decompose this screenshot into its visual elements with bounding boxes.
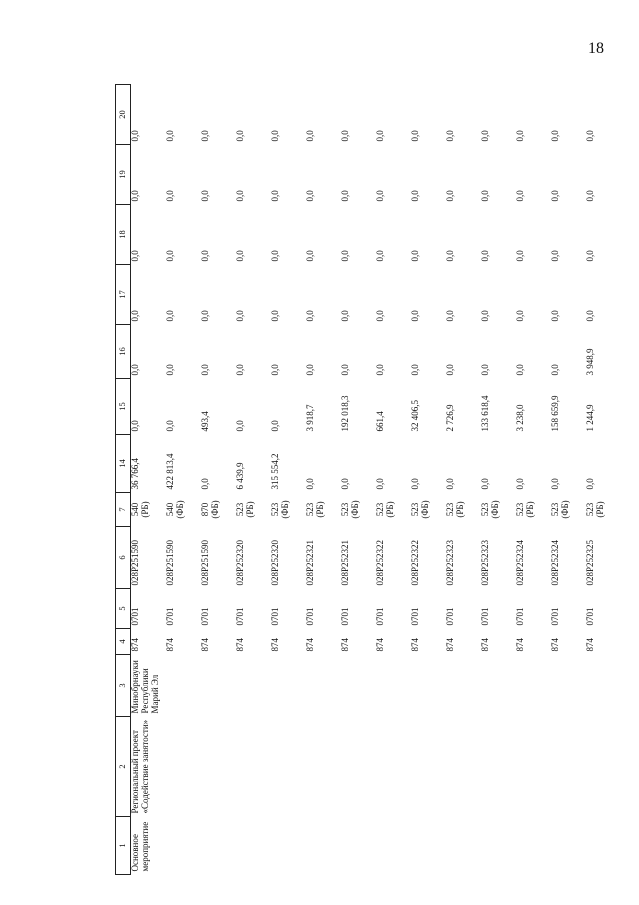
cell-col-6: 028P252325	[585, 539, 595, 586]
cell-col-18: 0,0	[585, 250, 595, 262]
cell-col-18: 0,0	[130, 250, 140, 262]
cell-col-4: 874	[445, 638, 455, 652]
cell-col-19: 0,0	[445, 190, 455, 202]
column-header-6: 6	[116, 527, 131, 589]
cell-col-17: 0,0	[165, 310, 175, 322]
cell-col-19: 0,0	[550, 190, 560, 202]
cell-col-16: 0,0	[445, 364, 455, 376]
cell-col-19: 0,0	[585, 190, 595, 202]
cell-col-1	[341, 817, 376, 875]
cell-col-18: 0,0	[270, 250, 280, 262]
cell-col-19: 0,0	[200, 190, 210, 202]
cell-col-17: 0,0	[585, 310, 595, 322]
cell-col-17: 0,0	[550, 310, 560, 322]
cell-col-5: 0701	[375, 607, 385, 626]
cell-col-4: 874	[375, 638, 385, 652]
cell-col-3: Минобрнауки Республики Марий Эл	[130, 660, 160, 714]
cell-col-15: 192 018,3	[340, 395, 350, 432]
cell-col-7: 540 (ФБ)	[165, 500, 185, 519]
cell-col-4: 874	[305, 638, 315, 652]
cell-col-16: 0,0	[200, 364, 210, 376]
cell-col-7: 523 (ФБ)	[480, 500, 500, 519]
cell-col-15: 0,0	[270, 420, 280, 432]
table-row	[166, 85, 201, 875]
cell-col-3	[236, 655, 271, 717]
cell-col-19: 0,0	[340, 190, 350, 202]
column-header-14: 14	[116, 435, 131, 493]
cell-col-14: 6 439,9	[235, 462, 245, 490]
cell-col-1	[271, 817, 306, 875]
cell-col-2	[201, 717, 236, 817]
cell-col-5: 0701	[130, 607, 140, 626]
cell-col-5: 0701	[270, 607, 280, 626]
table-row	[411, 85, 446, 875]
cell-col-6: 028P252320	[270, 539, 280, 586]
cell-col-15: 661,4	[375, 411, 385, 432]
table-row	[551, 85, 586, 875]
cell-col-18: 0,0	[550, 250, 560, 262]
table-row	[236, 85, 271, 875]
cell-col-6: 028P252323	[445, 539, 455, 586]
cell-col-2	[411, 717, 446, 817]
cell-col-7: 523 (РБ)	[515, 501, 535, 518]
cell-col-2	[551, 717, 586, 817]
cell-col-6: 028P252323	[480, 539, 490, 586]
cell-col-7: 540 (РБ)	[130, 501, 150, 518]
cell-col-20: 0,0	[480, 130, 490, 142]
cell-col-14: 0,0	[480, 478, 490, 490]
cell-col-3	[411, 655, 446, 717]
cell-col-2	[446, 717, 481, 817]
cell-col-4: 874	[480, 638, 490, 652]
cell-col-2	[306, 717, 341, 817]
cell-col-2	[516, 717, 551, 817]
table-row	[446, 85, 481, 875]
cell-col-3	[376, 655, 411, 717]
cell-col-20: 0,0	[410, 130, 420, 142]
cell-col-5: 0701	[200, 607, 210, 626]
cell-col-3	[201, 655, 236, 717]
cell-col-16: 0,0	[515, 364, 525, 376]
cell-col-20: 0,0	[340, 130, 350, 142]
cell-col-20: 0,0	[165, 130, 175, 142]
column-header-2: 2	[116, 717, 131, 817]
cell-col-2	[236, 717, 271, 817]
cell-col-4: 874	[515, 638, 525, 652]
column-header-17: 17	[116, 265, 131, 325]
cell-col-15: 0,0	[130, 420, 140, 432]
cell-col-5: 0701	[305, 607, 315, 626]
cell-col-1	[516, 817, 551, 875]
cell-col-3	[551, 655, 586, 717]
cell-col-7: 523 (ФБ)	[340, 500, 360, 519]
cell-col-3	[516, 655, 551, 717]
cell-col-7: 523 (РБ)	[305, 501, 325, 518]
column-header-18: 18	[116, 205, 131, 265]
cell-col-7: 523 (РБ)	[235, 501, 255, 518]
cell-col-2	[376, 717, 411, 817]
cell-col-16: 0,0	[375, 364, 385, 376]
cell-col-16: 0,0	[235, 364, 245, 376]
cell-col-16: 3 948,9	[585, 348, 595, 376]
cell-col-4: 874	[130, 638, 140, 652]
cell-col-15: 158 659,9	[550, 395, 560, 432]
cell-col-4: 874	[585, 638, 595, 652]
table-body	[131, 85, 622, 875]
table-row	[516, 85, 551, 875]
cell-col-1	[551, 817, 586, 875]
cell-col-17: 0,0	[340, 310, 350, 322]
cell-col-14: 0,0	[445, 478, 455, 490]
cell-col-20: 0,0	[130, 130, 140, 142]
cell-col-19: 0,0	[515, 190, 525, 202]
cell-col-16: 0,0	[165, 364, 175, 376]
cell-col-4: 874	[200, 638, 210, 652]
cell-col-1	[481, 817, 516, 875]
cell-col-1	[201, 817, 236, 875]
cell-col-20: 0,0	[200, 130, 210, 142]
cell-col-17: 0,0	[270, 310, 280, 322]
cell-col-20: 0,0	[515, 130, 525, 142]
cell-col-5: 0701	[480, 607, 490, 626]
cell-col-14: 0,0	[410, 478, 420, 490]
cell-col-18: 0,0	[200, 250, 210, 262]
cell-col-18: 0,0	[410, 250, 420, 262]
cell-col-19: 0,0	[480, 190, 490, 202]
table-row	[306, 85, 341, 875]
cell-col-20: 0,0	[445, 130, 455, 142]
cell-col-1	[376, 817, 411, 875]
cell-col-15: 32 406,5	[410, 400, 420, 432]
cell-col-14: 315 554,2	[270, 453, 280, 490]
cell-col-14: 0,0	[375, 478, 385, 490]
cell-col-5: 0701	[410, 607, 420, 626]
cell-col-20: 0,0	[375, 130, 385, 142]
cell-col-20: 0,0	[270, 130, 280, 142]
cell-col-15: 493,4	[200, 411, 210, 432]
cell-col-17: 0,0	[200, 310, 210, 322]
column-header-7: 7	[116, 493, 131, 527]
cell-col-6: 028P252322	[375, 539, 385, 586]
cell-col-3	[166, 655, 201, 717]
cell-col-2	[166, 717, 201, 817]
cell-col-1	[306, 817, 341, 875]
column-header-20: 20	[116, 85, 131, 145]
cell-col-19: 0,0	[375, 190, 385, 202]
column-header-15: 15	[116, 379, 131, 435]
rotated-budget-table-container	[115, 85, 635, 875]
cell-col-16: 0,0	[270, 364, 280, 376]
column-header-19: 19	[116, 145, 131, 205]
cell-col-3	[446, 655, 481, 717]
cell-col-5: 0701	[585, 607, 595, 626]
cell-col-5: 0701	[515, 607, 525, 626]
cell-col-15: 133 618,4	[480, 395, 490, 432]
cell-col-18: 0,0	[375, 250, 385, 262]
cell-col-14: 0,0	[340, 478, 350, 490]
cell-col-1	[166, 817, 201, 875]
cell-col-3	[586, 655, 621, 717]
cell-col-15: 3 918,7	[305, 404, 315, 432]
cell-col-7: 870 (ФБ)	[200, 500, 220, 519]
cell-col-17: 0,0	[410, 310, 420, 322]
cell-col-19: 0,0	[270, 190, 280, 202]
cell-col-18: 0,0	[480, 250, 490, 262]
cell-col-6: 028P251590	[130, 539, 140, 586]
page-number: 18	[588, 40, 604, 57]
cell-col-2	[341, 717, 376, 817]
cell-col-17: 0,0	[130, 310, 140, 322]
cell-col-7: 523 (РБ)	[375, 501, 395, 518]
cell-col-19: 0,0	[235, 190, 245, 202]
cell-col-18: 0,0	[445, 250, 455, 262]
cell-col-1	[446, 817, 481, 875]
cell-col-4: 874	[165, 638, 175, 652]
cell-col-6: 028P252320	[235, 539, 245, 586]
cell-col-18: 0,0	[340, 250, 350, 262]
table-row	[131, 85, 167, 875]
cell-col-3	[341, 655, 376, 717]
cell-col-19: 0,0	[410, 190, 420, 202]
cell-col-15: 3 238,0	[515, 404, 525, 432]
cell-col-18: 0,0	[515, 250, 525, 262]
cell-col-5: 0701	[235, 607, 245, 626]
cell-col-7: 523 (РБ)	[445, 501, 465, 518]
cell-col-6: 028P252324	[550, 539, 560, 586]
cell-col-5: 0701	[340, 607, 350, 626]
cell-col-16: 0,0	[480, 364, 490, 376]
cell-col-14: 0,0	[585, 478, 595, 490]
cell-col-20: 0,0	[235, 130, 245, 142]
cell-col-20: 0,0	[305, 130, 315, 142]
cell-col-2	[586, 717, 621, 817]
cell-col-4: 874	[235, 638, 245, 652]
cell-col-17: 0,0	[375, 310, 385, 322]
cell-col-17: 0,0	[480, 310, 490, 322]
cell-col-5: 0701	[550, 607, 560, 626]
cell-col-16: 0,0	[550, 364, 560, 376]
cell-col-19: 0,0	[130, 190, 140, 202]
cell-col-6: 028P252322	[410, 539, 420, 586]
cell-col-18: 0,0	[165, 250, 175, 262]
cell-col-6: 028P252321	[340, 539, 350, 586]
cell-col-19: 0,0	[165, 190, 175, 202]
cell-col-6: 028P251590	[165, 539, 175, 586]
cell-col-17: 0,0	[305, 310, 315, 322]
column-header-1: 1	[116, 817, 131, 875]
cell-col-15: 0,0	[165, 420, 175, 432]
cell-col-7: 523 (ФБ)	[410, 500, 430, 519]
cell-col-19: 0,0	[305, 190, 315, 202]
cell-col-5: 0701	[445, 607, 455, 626]
column-header-16: 16	[116, 325, 131, 379]
cell-col-15: 0,0	[235, 420, 245, 432]
table-row	[376, 85, 411, 875]
cell-col-3	[481, 655, 516, 717]
cell-col-18: 0,0	[305, 250, 315, 262]
column-header-5: 5	[116, 589, 131, 629]
cell-col-4: 874	[550, 638, 560, 652]
cell-col-17: 0,0	[515, 310, 525, 322]
cell-col-14: 422 813,4	[165, 453, 175, 490]
cell-col-6: 028P251590	[200, 539, 210, 586]
cell-col-18: 0,0	[235, 250, 245, 262]
cell-col-14: 0,0	[305, 478, 315, 490]
cell-col-17: 0,0	[235, 310, 245, 322]
cell-col-15: 1 244,9	[585, 404, 595, 432]
cell-col-16: 0,0	[340, 364, 350, 376]
table-row	[341, 85, 376, 875]
cell-col-1	[586, 817, 621, 875]
cell-col-2: Региональный проект «Содействие занятости»	[130, 719, 150, 814]
cell-col-16: 0,0	[410, 364, 420, 376]
cell-col-16: 0,0	[305, 364, 315, 376]
table-row	[201, 85, 236, 875]
cell-col-14: 0,0	[550, 478, 560, 490]
cell-col-1: Основное мероприятие	[130, 821, 150, 872]
cell-col-4: 874	[410, 638, 420, 652]
cell-col-16: 0,0	[130, 364, 140, 376]
budget-table	[115, 84, 621, 875]
cell-col-17: 0,0	[445, 310, 455, 322]
cell-col-14: 0,0	[515, 478, 525, 490]
cell-col-4: 874	[270, 638, 280, 652]
column-header-4: 4	[116, 629, 131, 655]
cell-col-7: 523 (РБ)	[585, 501, 605, 518]
cell-col-14: 0,0	[200, 478, 210, 490]
cell-col-4: 874	[340, 638, 350, 652]
cell-col-2	[271, 717, 306, 817]
cell-col-7: 523 (ФБ)	[550, 500, 570, 519]
column-header-3: 3	[116, 655, 131, 717]
table-row	[271, 85, 306, 875]
cell-col-20: 0,0	[550, 130, 560, 142]
cell-col-3	[306, 655, 341, 717]
cell-col-2	[481, 717, 516, 817]
cell-col-20: 0,0	[585, 130, 595, 142]
cell-col-6: 028P252321	[305, 539, 315, 586]
cell-col-1	[411, 817, 446, 875]
table-row	[586, 85, 621, 875]
cell-col-15: 2 726,9	[445, 404, 455, 432]
table-row	[481, 85, 516, 875]
cell-col-7: 523 (ФБ)	[270, 500, 290, 519]
cell-col-6: 028P252324	[515, 539, 525, 586]
cell-col-14: 36 766,4	[130, 458, 140, 490]
cell-col-3	[271, 655, 306, 717]
column-number-header	[116, 85, 131, 875]
cell-col-5: 0701	[165, 607, 175, 626]
cell-col-1	[236, 817, 271, 875]
